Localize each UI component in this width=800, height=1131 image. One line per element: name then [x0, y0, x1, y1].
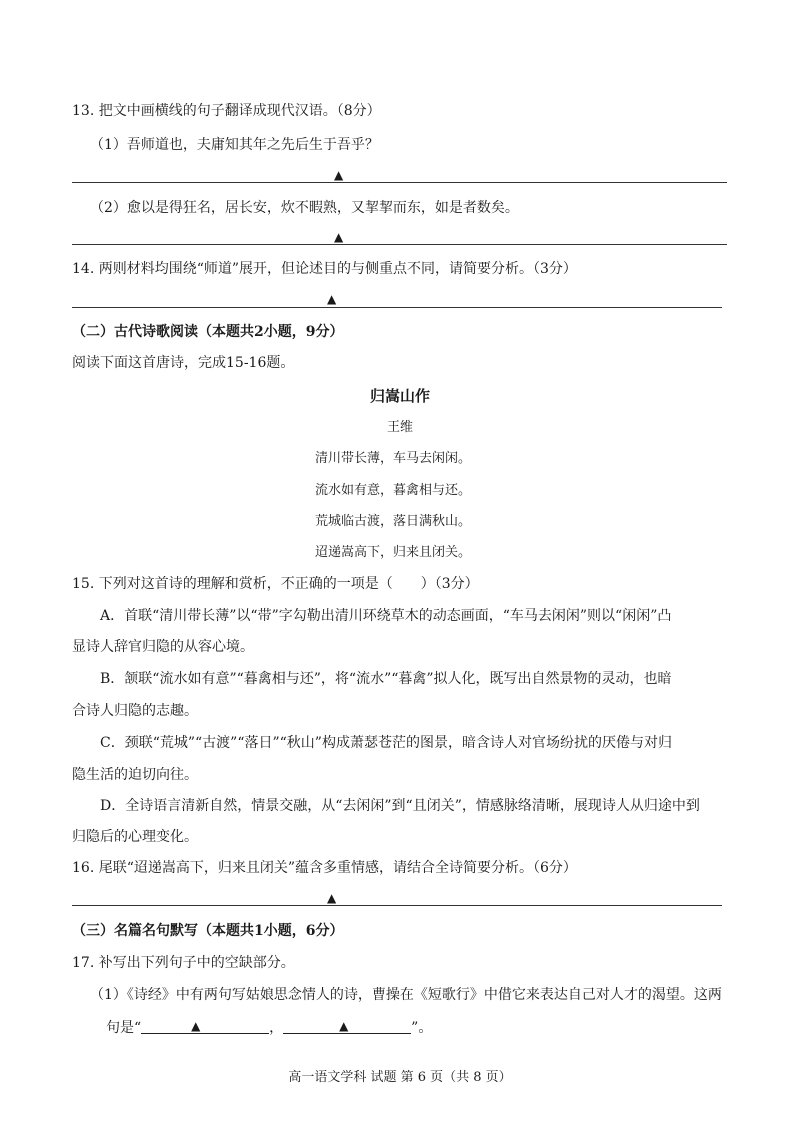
- fill-blank-2[interactable]: [283, 1017, 411, 1034]
- poem-line: 清川带长薄，车马去闲闲。: [315, 451, 472, 466]
- section3-header: （三）名篇名句默写（本题共1小题，6分）: [72, 923, 344, 939]
- q15-option-c: C．颈联“荒城”“古渡”“落日”“秋山”构成萧瑟苍茫的图景，暗含诗人对官场纷扰的厌倦与对归: [100, 735, 672, 751]
- poem-line: 迢递嵩高下，归来且闭关。: [315, 545, 472, 560]
- answer-line[interactable]: [72, 905, 722, 906]
- q15-option-b-cont: 合诗人归隐的志趣。: [72, 703, 198, 719]
- q15-option-c-cont: 隐生活的迫切向往。: [72, 767, 198, 783]
- poem-title: 归嵩山作: [369, 387, 430, 405]
- q17-stem: 17. 补写出下列句子中的空缺部分。: [72, 955, 295, 971]
- poem-line: 荒城临古渡，落日满秋山。: [315, 514, 472, 529]
- q17-sub1-answer-row: [106, 1017, 432, 1038]
- q15-option-b: B．颔联“流水如有意”“暮禽相与还”，将“流水”“暮禽”拟人化，既写出自然景物的灵动，也暗: [100, 671, 672, 687]
- answer-line[interactable]: [72, 307, 722, 308]
- answer-marker-icon: ▲: [334, 168, 344, 182]
- q15-option-a: A．首联“清川带长薄”以“带”字勾勒出清川环绕草木的动态画面，“车马去闲闲”则以“闲闲”凸: [100, 608, 672, 624]
- answer-marker-icon: ▲: [191, 1019, 201, 1033]
- q15-option-d: D．全诗语言清新自然，情景交融，从“去闲闲”到“且闭关”，情感脉络清晰，展现诗人从归途中到: [100, 798, 700, 814]
- answer-line[interactable]: [72, 244, 727, 245]
- fill-blank-1[interactable]: [141, 1017, 269, 1034]
- q16-stem: 16. 尾联“迢递嵩高下，归来且闭关”蕴含多重情感，请结合全诗简要分析。（6分）: [72, 860, 577, 876]
- poem-author: 王维: [386, 420, 413, 435]
- answer-marker-icon: ▲: [327, 292, 337, 306]
- q17-sub1: （1）《诗经》中有两句写姑娘思念情人的诗，曹操在《短歌行》中借它来表达自己对人才的渴望。这两: [90, 987, 722, 1003]
- q17-suffix: ”。: [411, 1020, 433, 1036]
- q15-option-d-cont: 归隐后的心理变化。: [72, 829, 198, 845]
- q14-stem: 14. 两则材料均围绕“师道”展开，但论述目的与侧重点不同，请简要分析。（3分）: [72, 261, 577, 277]
- q17-prefix: 句是“: [106, 1020, 142, 1036]
- section2-intro: 阅读下面这首唐诗，完成15-16题。: [72, 355, 295, 371]
- q15-stem: 15. 下列对这首诗的理解和赏析，不正确的一项是（ ）（3分）: [72, 576, 479, 592]
- answer-line[interactable]: [72, 182, 727, 183]
- answer-marker-icon: ▲: [327, 891, 337, 905]
- answer-marker-icon: ▲: [334, 230, 344, 244]
- q13-sub1: （1）吾师道也，夫庸知其年之先后生于吾乎？: [90, 137, 379, 153]
- poem-line: 流水如有意，暮禽相与还。: [315, 483, 472, 498]
- answer-marker-icon: ▲: [339, 1019, 349, 1033]
- page-footer: 高一语文学科 试题 第 6 页（共 8 页）: [288, 1070, 512, 1085]
- section2-header: （二）古代诗歌阅读（本题共2小题，9分）: [72, 324, 344, 340]
- q13-sub2: （2）愈以是得狂名，居长安，炊不暇熟，又挈挈而东，如是者数矣。: [90, 200, 519, 216]
- q17-comma: ，: [269, 1020, 284, 1036]
- q13-stem: 13. 把文中画横线的句子翻译成现代汉语。（8分）: [72, 103, 381, 119]
- q15-option-a-cont: 显诗人辞官归隐的从容心境。: [72, 639, 254, 655]
